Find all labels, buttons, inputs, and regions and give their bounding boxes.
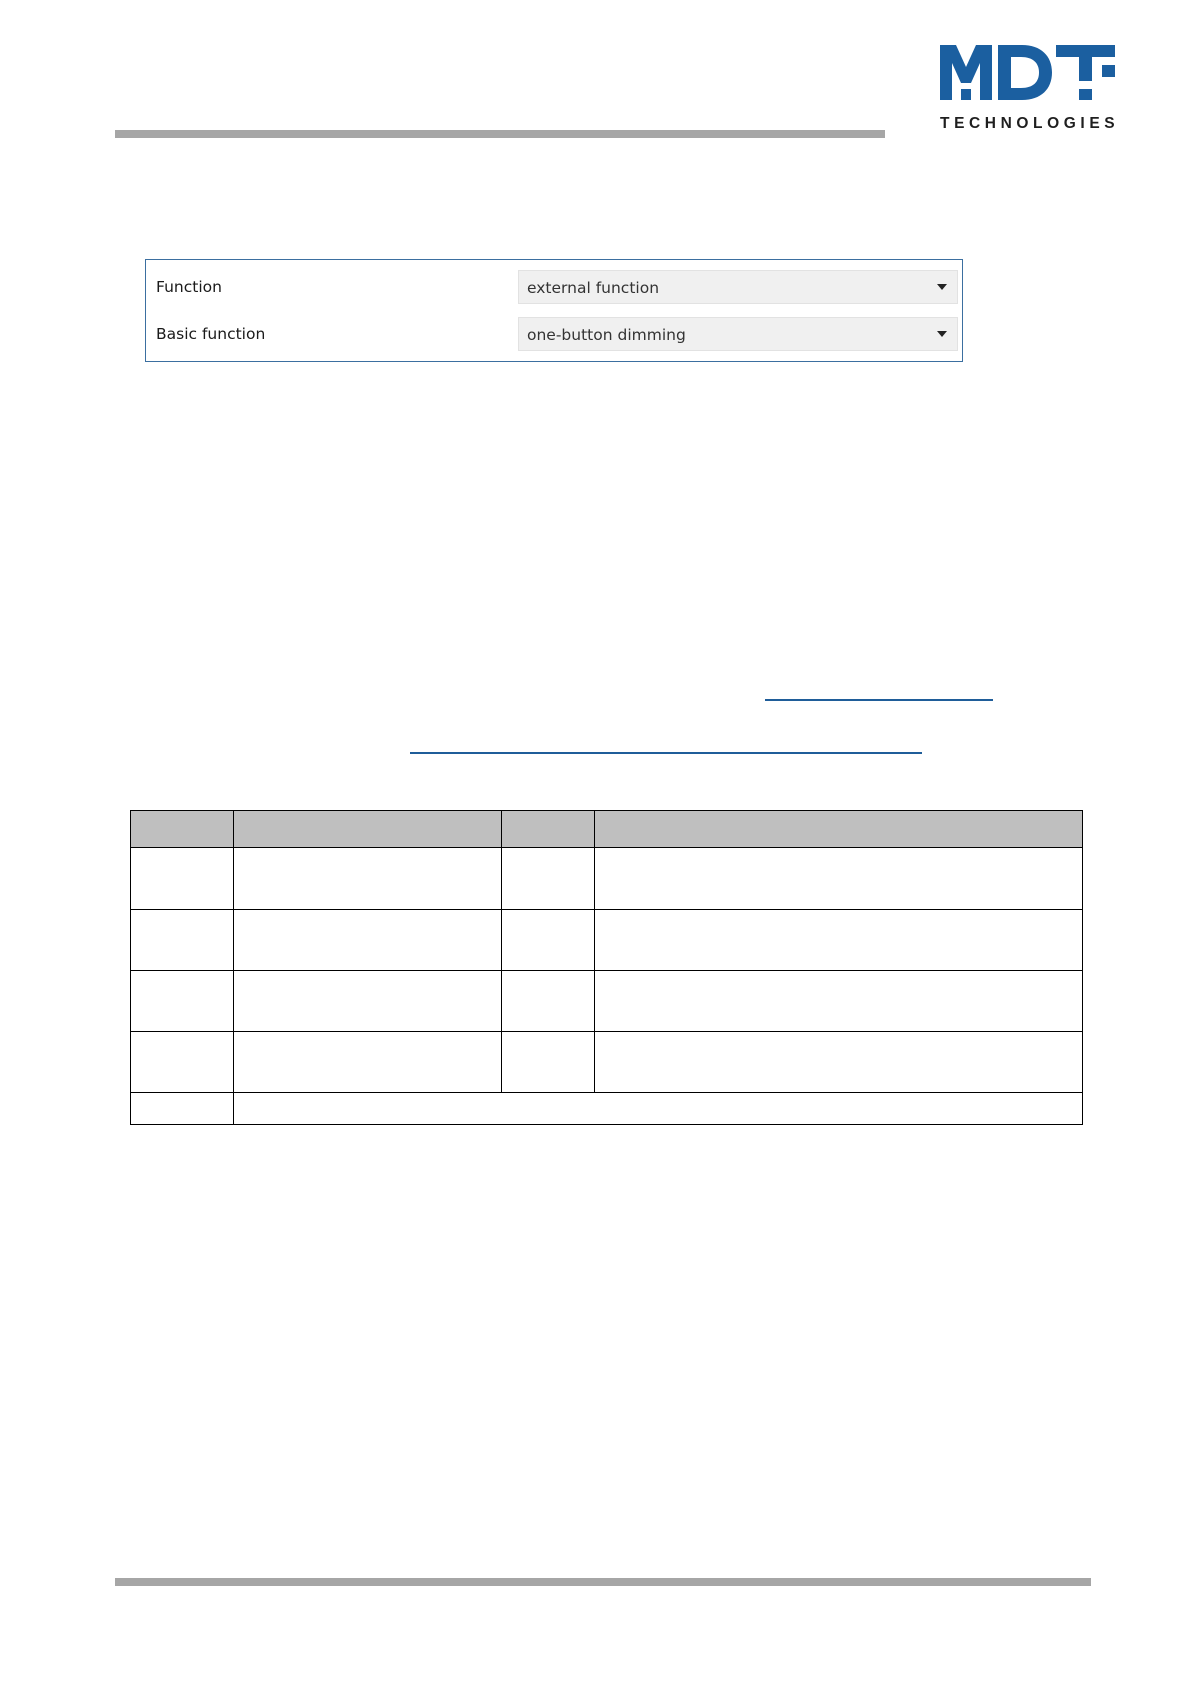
- param-label-function: Function: [156, 278, 222, 296]
- basic-function-select[interactable]: [518, 317, 958, 351]
- param-label-basic-function: Basic function: [156, 325, 266, 343]
- table-row: [130, 970, 1083, 971]
- header-divider: [501, 810, 502, 848]
- function-select[interactable]: [518, 270, 958, 304]
- header-divider: [233, 810, 234, 848]
- header-divider: [594, 810, 595, 848]
- column-divider: [233, 848, 234, 1125]
- hyperlink-underline[interactable]: [765, 699, 993, 701]
- table-border-right: [1082, 848, 1083, 1125]
- table-row: [130, 1031, 1083, 1032]
- function-select-value: external function: [527, 279, 660, 297]
- param-row-basic-function: [146, 317, 962, 353]
- mdt-logo-mark: [940, 45, 1115, 105]
- table-row: [130, 909, 1083, 910]
- footer-rule: [115, 1578, 1091, 1586]
- header-rule: [115, 130, 885, 138]
- parameter-panel: [145, 259, 963, 362]
- table-row: [130, 1092, 1083, 1093]
- table-header-row: [130, 810, 1083, 848]
- table-footer-row: [130, 1124, 1083, 1125]
- table-border-left: [130, 848, 131, 1125]
- basic-function-select-value: one-button dimming: [527, 326, 686, 344]
- mdt-logo: [940, 45, 1120, 140]
- hyperlink-underline[interactable]: [410, 752, 922, 754]
- communication-object-table: [130, 810, 1083, 1125]
- chevron-down-icon: [937, 331, 947, 337]
- logo-subtitle: TECHNOLOGIES: [940, 115, 1120, 132]
- chevron-down-icon: [937, 284, 947, 290]
- param-row-function: [146, 270, 962, 306]
